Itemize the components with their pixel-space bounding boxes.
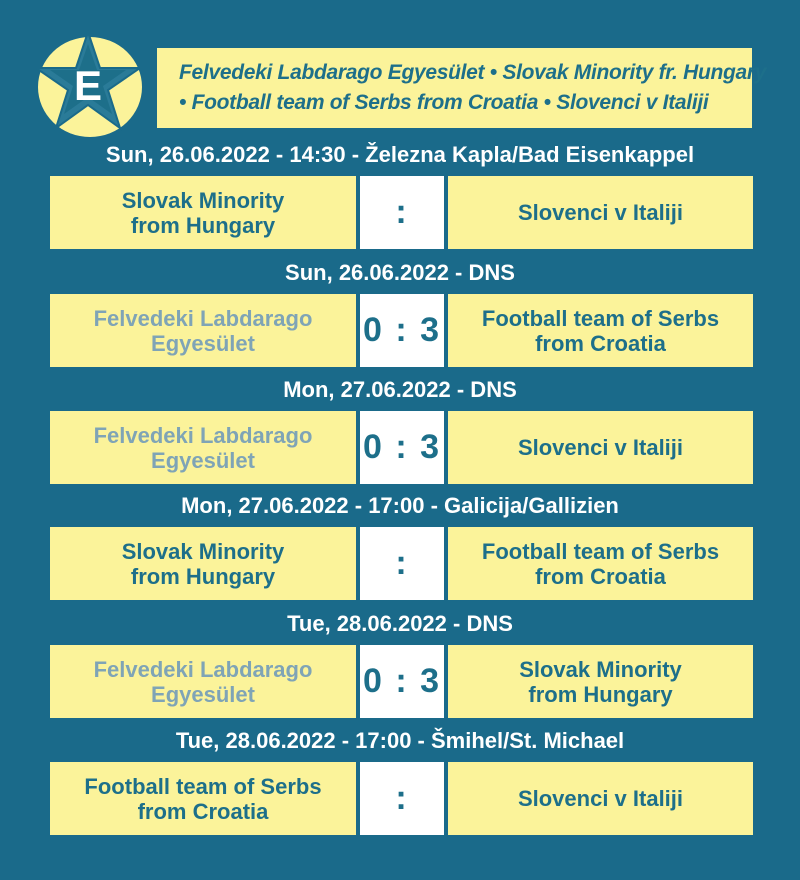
europeada-logo xyxy=(28,30,148,140)
match-score: 0 : 3 xyxy=(360,294,444,367)
away-team: Slovenci v Italiji xyxy=(448,176,753,249)
match-score: : xyxy=(360,176,444,249)
match-score: 0 : 3 xyxy=(360,645,444,718)
match-row xyxy=(50,527,753,600)
home-team: Slovak Minority from Hungary xyxy=(50,527,356,600)
home-team: Felvedeki Labdarago Egyesület xyxy=(50,294,356,367)
away-team: Slovenci v Italiji xyxy=(448,411,753,484)
match-score: : xyxy=(360,527,444,600)
home-team: Slovak Minority from Hungary xyxy=(50,176,356,249)
match-date: Mon, 27.06.2022 - DNS xyxy=(283,377,517,402)
teams-header xyxy=(157,48,767,128)
match-score: : xyxy=(360,762,444,835)
match-date: Sun, 26.06.2022 - 14:30 - Železna Kapla/Bad Eisenkappel xyxy=(105,142,695,167)
logo-letter: E xyxy=(73,62,103,109)
star-logo-icon xyxy=(28,30,148,140)
away-team: Slovenci v Italiji xyxy=(448,762,753,835)
away-team: Slovak Minority from Hungary xyxy=(448,645,753,718)
match-row xyxy=(50,411,753,484)
header-line-2: • Football team of Serbs from Croatia • Slovenci v Italiji xyxy=(179,91,709,114)
match-date: Tue, 28.06.2022 - 17:00 - Šmihel/St. Michael xyxy=(175,728,625,753)
match-date: Sun, 26.06.2022 - DNS xyxy=(285,260,515,285)
match-score: 0 : 3 xyxy=(360,411,444,484)
home-team: Felvedeki Labdarago Egyesület xyxy=(50,411,356,484)
match-date: Tue, 28.06.2022 - DNS xyxy=(287,611,513,636)
match-row xyxy=(50,294,753,367)
match-row xyxy=(50,176,753,249)
match-date: Mon, 27.06.2022 - 17:00 - Galicija/Gallizien xyxy=(181,493,619,518)
match-row xyxy=(50,645,753,718)
home-team: Football team of Serbs from Croatia xyxy=(50,762,356,835)
home-team: Felvedeki Labdarago Egyesület xyxy=(50,645,356,718)
away-team: Football team of Serbs from Croatia xyxy=(448,294,753,367)
header-line-1: Felvedeki Labdarago Egyesület • Slovak Minority fr. Hungary xyxy=(179,61,767,84)
match-row xyxy=(50,762,753,835)
away-team: Football team of Serbs from Croatia xyxy=(448,527,753,600)
